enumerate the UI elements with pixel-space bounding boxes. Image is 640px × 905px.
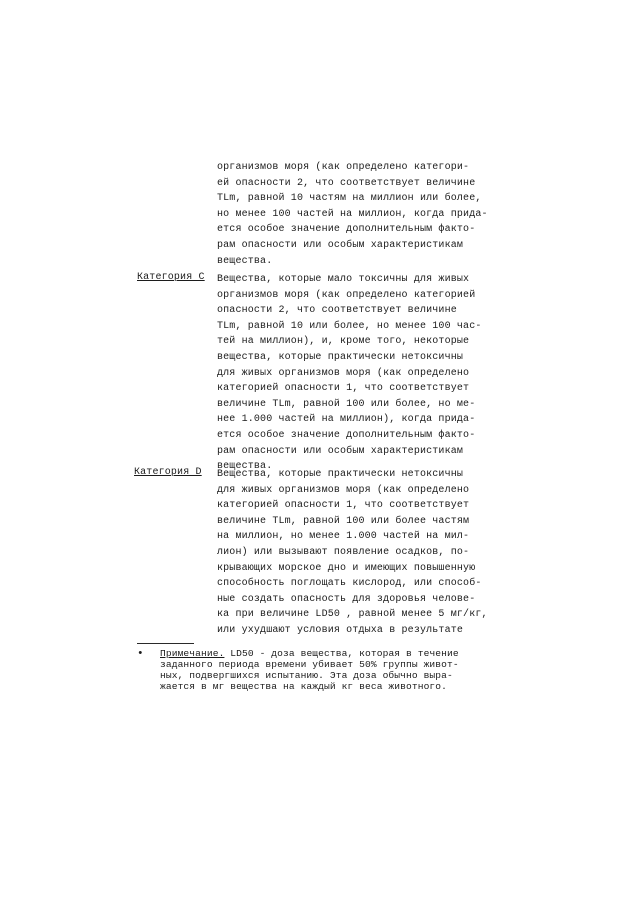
text-line: на миллион, но менее 1.000 частей на мил- [217,531,470,543]
text-line: рам опасности или особым характеристикам [217,445,464,457]
text-line: лион) или вызывают появление осадков, по- [217,546,470,558]
text-line: категорией опасности 1, что соответствует [217,500,470,512]
text-line: для живых организмов моря (как определено [217,367,470,379]
text-line: для живых организмов моря (как определено [217,484,470,496]
text-line: ей опасности 2, что соответствует величине [217,177,476,189]
text-line: вещества. [217,255,273,267]
footnote-first-line-text: LD50 - доза вещества, которая в течение [224,648,459,659]
category-d-label: Категория D [134,467,202,478]
text-line: организмов моря (как определено категорией [217,289,476,301]
category-d-paragraph [217,467,488,639]
footnote-marker: • [137,648,144,660]
text-line: опасности 2, что соответствует величине [217,305,457,317]
continuation-paragraph [217,160,488,269]
category-c-label: Категория С [137,272,205,283]
footnote-divider [137,643,194,644]
text-line: ка при величине LD50 , равной менее 5 мг/кг, [217,609,488,621]
footnote [160,648,459,692]
footnote-first-line [160,648,459,659]
text-line: способность поглощать кислород, или способ- [217,578,482,590]
text-line: рам опасности или особым характеристикам [217,239,464,251]
text-line: категорией опасности 1, что соответствует [217,383,470,395]
text-line: или ухудшают условия отдыха в результате [217,624,464,636]
text-line: ется особое значение дополнительным факто- [217,429,476,441]
text-line: крывающих морское дно и имеющих повышенную [217,562,476,574]
footnote-line: ных, подвергшихся испытанию. Эта доза обычно выра- [160,670,453,681]
footnote-title: Примечание. [160,648,225,659]
text-line: TLm, равной 10 или более, но менее 100 час- [217,320,482,332]
footnote-line: заданного периода времени убивает 50% группы живот- [160,659,459,670]
footnote-line: жается в мг вещества на каждый кг веса животного. [160,681,448,692]
text-line: Вещества, которые мало токсичны для живых [217,274,470,285]
text-line: величине TLm, равной 100 или более частям [217,515,470,527]
text-line: но менее 100 частей на миллион, когда прида- [217,208,488,220]
text-line: ется особое значение дополнительным факто- [217,224,476,236]
text-line: вещества, которые практически нетоксичны [217,351,464,363]
text-line: вещества. [217,461,273,473]
text-line: ные создать опасность для здоровья челове- [217,593,476,605]
text-line: Вещества, которые практически нетоксичны [217,469,464,480]
text-line: нее 1.000 частей на миллион), когда прида- [217,414,476,426]
text-line: организмов моря (как определено категори- [217,162,470,173]
text-line: TLm, равной 10 частям на миллион или более, [217,193,482,205]
text-line: тей на миллион), и, кроме того, некоторые [217,336,470,348]
category-c-paragraph [217,272,482,475]
text-line: величине TLm, равной 100 или более, но ме- [217,398,476,410]
